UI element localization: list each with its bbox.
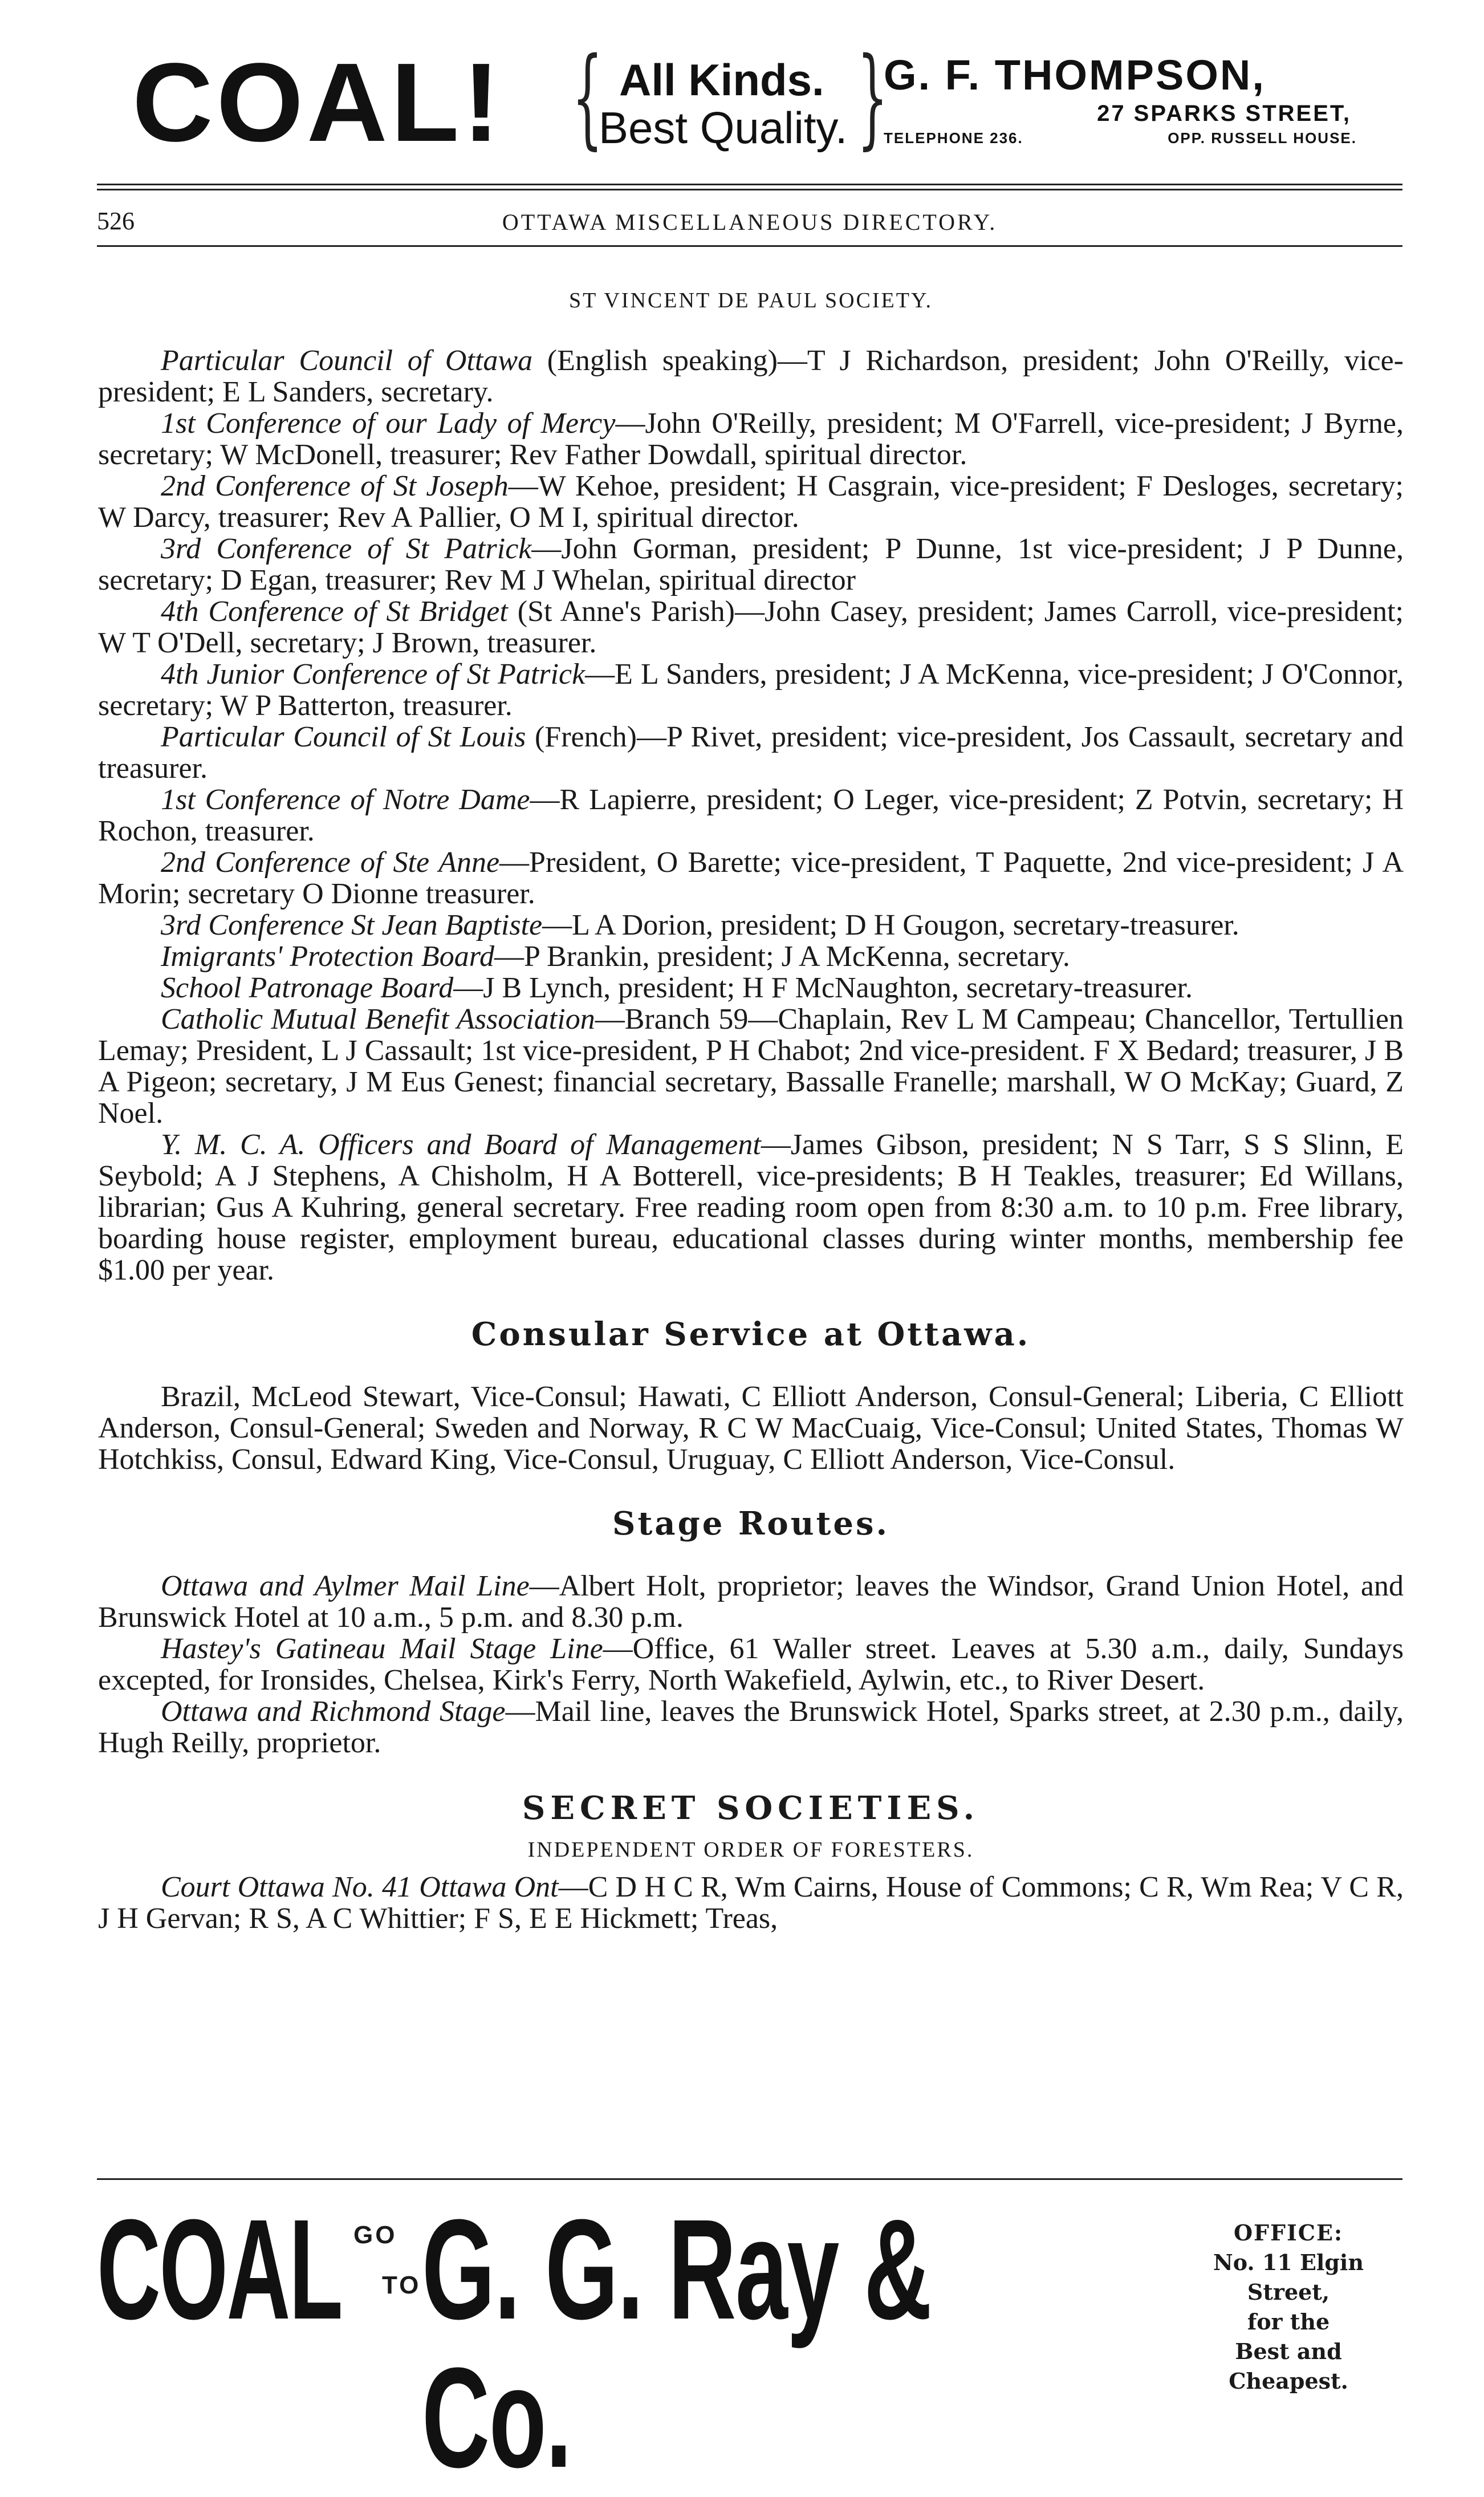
- entry-name: Court Ottawa No. 41 Ottawa Ont: [161, 1871, 559, 1903]
- directory-entry: [98, 941, 1404, 972]
- bottom-rule: [97, 2178, 1402, 2180]
- entry-name: Ottawa and Richmond Stage: [161, 1695, 506, 1728]
- bottom-advertisement: [97, 2190, 1402, 2497]
- top-double-rule: [97, 184, 1402, 190]
- entry-text: —Mail line, leaves the Brunswick Hotel, Sparks street, at 2.30 p.m., daily, Hugh Reilly, proprietor.: [98, 1695, 1404, 1759]
- directory-entry: [98, 1129, 1404, 1286]
- entry-name: Ottawa and Aylmer Mail Line: [161, 1570, 530, 1602]
- entry-text: —Albert Holt, proprietor; leaves the Windsor, Grand Union Hotel, and Brunswick Hotel at 10 a.m., 5 p.m. and 8.30 p.m.: [98, 1570, 1404, 1634]
- bottom-coal-headline: COAL: [97, 2190, 342, 2349]
- ad-line-best-quality: Best Quality.: [599, 103, 848, 153]
- consular-heading: Consular Service at Ottawa.: [471, 1316, 1031, 1353]
- office-address: No. 11 Elgin Street,: [1213, 2250, 1364, 2305]
- directory-entry: [98, 596, 1404, 659]
- directory-entry: [98, 972, 1404, 1004]
- entry-text: —P Brankin, president; J A McKenna, secretary.: [494, 940, 1070, 973]
- advertiser-contact: [884, 128, 1408, 148]
- directory-entry: [98, 1633, 1404, 1696]
- left-brace: {: [572, 34, 603, 160]
- entry-text: —President, O Barette; vice-president, T Paquette, 2nd vice-president; J A Morin; secretary O Dionne treasurer.: [98, 846, 1404, 910]
- entry-name: 1st Conference of Notre Dame: [161, 783, 530, 816]
- directory-entry: [98, 910, 1404, 941]
- entry-name: School Patronage Board: [161, 972, 454, 1004]
- office-block: [1180, 2218, 1397, 2396]
- directory-entry: [98, 1570, 1404, 1633]
- entry-text: (St Anne's Parish)—John Casey, president; James Carroll, vice-president; W T O'Dell, secretary; J Brown, treasurer.: [98, 595, 1404, 659]
- entry-name: Y. M. C. A. Officers and Board of Management: [161, 1128, 761, 1161]
- entry-text: —R Lapierre, president; O Leger, vice-president; Z Potvin, secretary; H Rochon, treasurer.: [98, 783, 1404, 847]
- entry-text: —Branch 59—Chaplain, Rev L M Campeau; Chancellor, Tertullien Lemay; President, L J Cassault; 1st vice-president, P H Chabot; 2nd vice-president. F X Bedard; treasurer, J B A Pigeon; secretary, J M Eus Genest; financial secretary, Bassalle Franelle; marshall, W O McKay; Guard, Z Noel.: [98, 1003, 1404, 1130]
- svdp-heading: ST VINCENT DE PAUL SOCIETY.: [568, 289, 933, 312]
- to-word: TO: [382, 2271, 421, 2299]
- entry-text: —E L Sanders, president; J A McKenna, vice-president; J O'Connor, secretary; W P Batterton, treasurer.: [98, 658, 1404, 722]
- ad-line-all-kinds: All Kinds.: [619, 55, 824, 105]
- directory-entry: [98, 659, 1404, 721]
- secret-heading: SECRET SOCIETIES.: [522, 1789, 980, 1827]
- page-content: [98, 285, 1404, 1934]
- entry-text: —C D H C R, Wm Cairns, House of Commons; C R, Wm Rea; V C R, J H Gervan; R S, A C Whittier; F S, E E Hickmett; Treas,: [98, 1871, 1404, 1935]
- directory-entry: [98, 345, 1404, 408]
- top-advertisement: [97, 34, 1402, 165]
- running-head: [97, 206, 1402, 241]
- entry-name: Particular Council of Ottawa: [161, 344, 533, 377]
- office-label: OFFICE:: [1233, 2220, 1344, 2246]
- entry-name: 1st Conference of our Lady of Mercy: [161, 407, 616, 440]
- directory-entry: [98, 533, 1404, 596]
- directory-entry: [98, 1004, 1404, 1129]
- secret-subheading: INDEPENDENT ORDER OF FORESTERS.: [527, 1838, 974, 1862]
- entry-name: 4th Conference of St Bridget: [161, 595, 508, 628]
- advertiser-name: G. F. THOMPSON,: [884, 51, 1266, 99]
- header-rule: [97, 245, 1402, 247]
- advertiser-street: 27 SPARKS STREET,: [1097, 101, 1351, 126]
- entry-name: Particular Council of St Louis: [161, 721, 526, 753]
- entry-name: 3rd Conference of St Patrick: [161, 533, 532, 565]
- go-word: GO: [353, 2221, 397, 2249]
- directory-entry: [98, 1871, 1404, 1934]
- entry-text: —L A Dorion, president; D H Gougon, secretary-treasurer.: [542, 909, 1239, 941]
- entry-text: —Office, 61 Waller street. Leaves at 5.30 a.m., daily, Sundays excepted, for Ironsides, Chelsea, Kirk's Ferry, North Wakefield, Aylwin, etc., to River Desert.: [98, 1633, 1404, 1696]
- ad-tagline: [599, 56, 849, 152]
- stage-heading: Stage Routes.: [612, 1505, 889, 1542]
- entry-name: 4th Junior Conference of St Patrick: [161, 658, 586, 691]
- entry-name: 2nd Conference of St Joseph: [161, 470, 509, 502]
- page-title: OTTAWA MISCELLANEOUS DIRECTORY.: [502, 209, 998, 235]
- consular-text: Brazil, McLeod Stewart, Vice-Consul; Hawati, C Elliott Anderson, Consul-General; Liberia, C Elliott Anderson, Consul-General; Sweden and Norway, R C W MacCuaig, Vice-Consul; United States, Thomas W Hotchkiss, Consul, Edward King, Vice-Consul, Uruguay, C Elliott Anderson, Vice-Consul.: [98, 1381, 1404, 1476]
- advertiser-block: [884, 51, 1408, 148]
- office-for-the: for the: [1247, 2309, 1330, 2334]
- advertiser-telephone: TELEPHONE 236.: [884, 129, 1023, 147]
- directory-entry: [98, 1696, 1404, 1759]
- secret-entries: [98, 1871, 1404, 1934]
- entry-name: 3rd Conference St Jean Baptiste: [161, 909, 543, 941]
- advertiser-opposite: OPP. RUSSELL HOUSE.: [1168, 129, 1357, 147]
- entry-text: —J B Lynch, president; H F McNaughton, secretary-treasurer.: [453, 972, 1193, 1004]
- page-number: 526: [97, 207, 135, 235]
- entry-name: Catholic Mutual Benefit Association: [161, 1003, 595, 1036]
- firm-name: G. G. Ray & Co.: [422, 2190, 932, 2497]
- entry-text: —John Gorman, president; P Dunne, 1st vice-president; J P Dunne, secretary; D Egan, treasurer; Rev M J Whelan, spiritual director: [98, 533, 1404, 596]
- entry-text: (French)—P Rivet, president; vice-president, Jos Cassault, secretary and treasurer.: [98, 721, 1404, 785]
- entry-name: 2nd Conference of Ste Anne: [161, 846, 500, 879]
- office-slogan: Best and Cheapest.: [1229, 2338, 1348, 2394]
- directory-entry: [98, 847, 1404, 910]
- entry-text: —James Gibson, president; N S Tarr, S S Slinn, E Seybold; A J Stephens, A Chisholm, H A Botterell, vice-presidents; B H Teakles, treasurer; Ed Willans, librarian; Gus A Kuhring, general secretary. Free reading room open from 8:30 a.m. to 10 p.m. Free library, boarding house register, employment bureau, educational classes during winter months, membership fee $1.00 per year.: [98, 1128, 1404, 1286]
- entry-text: —W Kehoe, president; H Casgrain, vice-president; F Desloges, secretary; W Darcy, treasurer; Rev A Pallier, O M I, spiritual director.: [98, 470, 1404, 534]
- entry-text: —John O'Reilly, president; M O'Farrell, vice-president; J Byrne, secretary; W McDonell, treasurer; Rev Father Dowdall, spiritual director.: [98, 407, 1404, 471]
- svdp-entries: [98, 345, 1404, 1286]
- stage-entries: [98, 1570, 1404, 1759]
- directory-entry: [98, 721, 1404, 784]
- entry-name: Hastey's Gatineau Mail Stage Line: [161, 1633, 603, 1665]
- go-to-text: [353, 2218, 421, 2303]
- right-brace: }: [857, 34, 888, 160]
- directory-entry: [98, 784, 1404, 847]
- directory-entry: [98, 470, 1404, 533]
- directory-entry: [98, 408, 1404, 470]
- entry-text: (English speaking)—T J Richardson, president; John O'Reilly, vice-president; E L Sanders, secretary.: [98, 344, 1404, 408]
- entry-name: Imigrants' Protection Board: [161, 940, 494, 973]
- coal-headline: COAL!: [132, 40, 503, 165]
